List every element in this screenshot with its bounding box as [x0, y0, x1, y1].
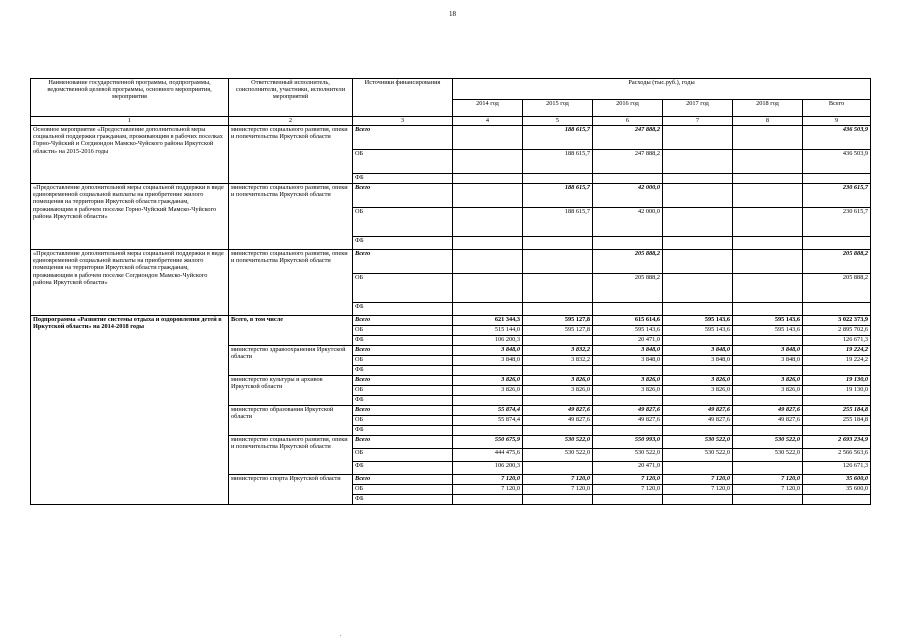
executor-name: министерство образования Иркутской области	[229, 406, 353, 436]
value-cell	[523, 274, 593, 303]
col-number: 8	[733, 117, 803, 126]
value-cell: 550 675,9	[453, 436, 523, 449]
value-cell	[453, 274, 523, 303]
col-number: 7	[663, 117, 733, 126]
value-cell: 35 600,0	[803, 485, 871, 495]
value-cell	[663, 366, 733, 376]
value-cell: 3 848,0	[663, 356, 733, 366]
value-cell	[523, 462, 593, 475]
value-cell	[453, 250, 523, 274]
value-cell: 20 471,0	[593, 336, 663, 346]
measure-name: Основное мероприятие «Предоставление дополнительной меры социальной поддержки гражданам, проживающим в рабочих поселках Горно-Чуйский и Согдиондон Мамско-Чуйского района Иркутской области» на 2015-2016 годы	[31, 126, 229, 184]
value-cell	[523, 250, 593, 274]
value-cell	[593, 237, 663, 250]
value-cell: 3 848,0	[663, 346, 733, 356]
source-cell: Всего	[353, 475, 453, 485]
value-cell	[663, 250, 733, 274]
table-row	[31, 184, 871, 208]
value-cell: 530 522,0	[733, 449, 803, 462]
value-cell: 595 143,6	[593, 326, 663, 336]
col-number: 1	[31, 117, 229, 126]
value-cell: 3 826,0	[523, 376, 593, 386]
table-row	[31, 126, 871, 150]
value-cell	[733, 303, 803, 316]
source-cell: Всего	[353, 406, 453, 416]
value-cell	[523, 366, 593, 376]
header-year: 2016 год	[593, 100, 663, 117]
value-cell: 3 848,0	[593, 346, 663, 356]
col-number: 3	[353, 117, 453, 126]
source-cell: ОБ	[353, 416, 453, 426]
value-cell	[523, 237, 593, 250]
value-cell: 49 827,6	[733, 406, 803, 416]
value-cell	[733, 174, 803, 184]
value-cell: 55 874,4	[453, 406, 523, 416]
value-cell: 7 120,0	[523, 485, 593, 495]
value-cell: 126 671,3	[803, 462, 871, 475]
value-cell: 595 143,6	[663, 316, 733, 326]
source-cell: ФБ	[353, 426, 453, 436]
value-cell: 530 522,0	[663, 436, 733, 449]
value-cell: 595 143,6	[663, 326, 733, 336]
value-cell: 3 848,0	[453, 346, 523, 356]
value-cell: 7 120,0	[453, 475, 523, 485]
value-cell: 530 522,0	[733, 436, 803, 449]
value-cell	[733, 274, 803, 303]
header-name: Наименование государственной программы, подпрограммы, ведомственной целевой программы, основного мероприятия, мероприятия	[31, 79, 229, 117]
value-cell: 7 120,0	[593, 485, 663, 495]
value-cell: 7 120,0	[593, 475, 663, 485]
page-number: 18	[449, 10, 456, 18]
value-cell: 436 503,9	[803, 126, 871, 150]
executor-name: министерство социального развития, опеки и попечительства Иркутской области	[229, 126, 353, 184]
value-cell: 436 503,9	[803, 150, 871, 174]
executor-name: министерство социального развития, опеки и попечительства Иркутской области	[229, 184, 353, 250]
value-cell	[453, 237, 523, 250]
value-cell: 49 827,6	[523, 416, 593, 426]
value-cell: 7 120,0	[733, 485, 803, 495]
value-cell: 515 144,0	[453, 326, 523, 336]
value-cell: 205 888,2	[803, 274, 871, 303]
value-cell: 205 888,2	[803, 250, 871, 274]
value-cell	[663, 208, 733, 237]
value-cell: 19 224,2	[803, 346, 871, 356]
value-cell	[803, 237, 871, 250]
value-cell	[523, 495, 593, 505]
value-cell: 188 615,7	[523, 126, 593, 150]
value-cell	[453, 126, 523, 150]
executor-name: министерство здравоохранения Иркутской области	[229, 346, 353, 376]
value-cell: 3 826,0	[453, 376, 523, 386]
value-cell: 247 888,2	[593, 150, 663, 174]
value-cell	[663, 237, 733, 250]
source-cell: Всего	[353, 316, 453, 326]
value-cell: 255 184,8	[803, 406, 871, 416]
bottom-mark: .	[340, 632, 342, 638]
value-cell: 7 120,0	[733, 475, 803, 485]
source-cell: ОБ	[353, 485, 453, 495]
value-cell	[733, 495, 803, 505]
value-cell: 35 600,0	[803, 475, 871, 485]
value-cell	[663, 426, 733, 436]
value-cell: 530 522,0	[523, 449, 593, 462]
value-cell	[733, 462, 803, 475]
value-cell: 621 344,3	[453, 316, 523, 326]
value-cell	[733, 336, 803, 346]
value-cell	[593, 303, 663, 316]
value-cell: 7 120,0	[523, 475, 593, 485]
value-cell: 3 022 373,9	[803, 316, 871, 326]
value-cell: 7 120,0	[453, 485, 523, 495]
value-cell	[733, 426, 803, 436]
value-cell: 19 130,0	[803, 386, 871, 396]
value-cell: 49 827,6	[663, 406, 733, 416]
value-cell: 530 522,0	[523, 436, 593, 449]
value-cell: 595 143,6	[733, 326, 803, 336]
value-cell: 49 827,6	[523, 406, 593, 416]
value-cell: 188 615,7	[523, 208, 593, 237]
value-cell: 615 614,6	[593, 316, 663, 326]
value-cell	[593, 495, 663, 505]
measure-name: «Предоставление дополнительной меры социальной поддержки в виде единовременной социальной выплаты на приобретение жилого помещения на территории Иркутской области гражданам, проживающим в рабочем поселке Горно-Чуйский Мамско-Чуйского района Иркутской области»	[31, 184, 229, 250]
value-cell: 3 848,0	[453, 356, 523, 366]
executor-name: министерство социального развития, опеки и попечительства Иркутской области	[229, 436, 353, 475]
value-cell	[733, 126, 803, 150]
executor-name: министерство спорта Иркутской области	[229, 475, 353, 505]
value-cell	[733, 237, 803, 250]
source-cell: Всего	[353, 346, 453, 356]
header-year: 2014 год	[453, 100, 523, 117]
value-cell: 247 888,2	[593, 126, 663, 150]
value-cell	[733, 366, 803, 376]
value-cell	[733, 184, 803, 208]
header-year: 2018 год	[733, 100, 803, 117]
value-cell: 49 827,6	[593, 416, 663, 426]
source-cell: ФБ	[353, 237, 453, 250]
source-cell: ОБ	[353, 386, 453, 396]
header-source: Источники финансирования	[353, 79, 453, 117]
value-cell	[733, 208, 803, 237]
value-cell: 205 888,2	[593, 250, 663, 274]
value-cell: 49 827,6	[663, 416, 733, 426]
value-cell: 7 120,0	[663, 485, 733, 495]
col-number: 9	[803, 117, 871, 126]
value-cell	[663, 150, 733, 174]
value-cell	[663, 303, 733, 316]
value-cell: 595 127,8	[523, 316, 593, 326]
value-cell: 230 615,7	[803, 184, 871, 208]
value-cell: 2 693 234,9	[803, 436, 871, 449]
value-cell: 3 848,0	[733, 356, 803, 366]
value-cell: 530 522,0	[593, 449, 663, 462]
source-cell: ОБ	[353, 356, 453, 366]
value-cell	[453, 184, 523, 208]
value-cell	[663, 462, 733, 475]
value-cell: 106 200,3	[453, 336, 523, 346]
source-cell: Всего	[353, 126, 453, 150]
value-cell: 205 888,2	[593, 274, 663, 303]
source-cell: ФБ	[353, 366, 453, 376]
value-cell: 3 832,2	[523, 356, 593, 366]
value-cell: 2 566 563,6	[803, 449, 871, 462]
col-number: 4	[453, 117, 523, 126]
value-cell: 42 000,0	[593, 208, 663, 237]
value-cell: 19 130,0	[803, 376, 871, 386]
source-cell: Всего	[353, 376, 453, 386]
value-cell	[453, 303, 523, 316]
header-exec: Ответственный исполнитель, соисполнители, участники, исполнители мероприятий	[229, 79, 353, 117]
value-cell: 550 993,0	[593, 436, 663, 449]
value-cell	[803, 303, 871, 316]
value-cell	[803, 396, 871, 406]
executor-name: Всего, в том числе	[229, 316, 353, 346]
value-cell	[453, 174, 523, 184]
value-cell	[593, 396, 663, 406]
value-cell	[663, 174, 733, 184]
source-cell: ОБ	[353, 274, 453, 303]
value-cell: 530 522,0	[663, 449, 733, 462]
header-row-1	[31, 79, 871, 100]
source-cell: Всего	[353, 436, 453, 449]
value-cell: 3 826,0	[663, 386, 733, 396]
expenses-table	[30, 78, 871, 505]
value-cell: 3 826,0	[733, 386, 803, 396]
measure-name: «Предоставление дополнительной меры социальной поддержки в виде единовременной социальной выплаты на приобретение жилого помещения на территории Иркутской области гражданам, проживающим в рабочем поселке Согдиондон Мамско-Чуйского района Иркутской области»	[31, 250, 229, 316]
source-cell: ФБ	[353, 462, 453, 475]
value-cell: 106 200,3	[453, 462, 523, 475]
source-cell: ФБ	[353, 174, 453, 184]
value-cell: 188 615,7	[523, 150, 593, 174]
value-cell: 3 826,0	[523, 386, 593, 396]
value-cell	[523, 174, 593, 184]
value-cell	[453, 208, 523, 237]
source-cell: ОБ	[353, 449, 453, 462]
value-cell: 188 615,7	[523, 184, 593, 208]
source-cell: ФБ	[353, 495, 453, 505]
value-cell	[523, 426, 593, 436]
value-cell	[523, 336, 593, 346]
value-cell	[803, 426, 871, 436]
value-cell	[733, 396, 803, 406]
value-cell	[523, 303, 593, 316]
col-number: 2	[229, 117, 353, 126]
value-cell	[453, 366, 523, 376]
value-cell: 3 826,0	[593, 386, 663, 396]
col-number: 5	[523, 117, 593, 126]
value-cell	[663, 495, 733, 505]
value-cell: 3 848,0	[593, 356, 663, 366]
value-cell	[453, 396, 523, 406]
value-cell	[663, 126, 733, 150]
table-row	[31, 250, 871, 274]
col-number: 6	[593, 117, 663, 126]
value-cell	[663, 184, 733, 208]
value-cell: 3 848,0	[733, 346, 803, 356]
value-cell	[663, 396, 733, 406]
value-cell: 20 471,0	[593, 462, 663, 475]
value-cell	[453, 495, 523, 505]
value-cell: 595 143,6	[733, 316, 803, 326]
value-cell	[733, 150, 803, 174]
value-cell: 595 127,8	[523, 326, 593, 336]
value-cell	[453, 426, 523, 436]
executor-name: министерство социального развития, опеки и попечительства Иркутской области	[229, 250, 353, 316]
value-cell: 19 224,2	[803, 356, 871, 366]
source-cell: ФБ	[353, 336, 453, 346]
value-cell	[663, 336, 733, 346]
value-cell: 255 184,8	[803, 416, 871, 426]
value-cell: 230 615,7	[803, 208, 871, 237]
value-cell	[803, 174, 871, 184]
source-cell: Всего	[353, 250, 453, 274]
value-cell	[803, 495, 871, 505]
source-cell: ОБ	[353, 150, 453, 174]
value-cell: 7 120,0	[663, 475, 733, 485]
value-cell	[663, 274, 733, 303]
value-cell: 444 475,6	[453, 449, 523, 462]
header-year: 2017 год	[663, 100, 733, 117]
value-cell: 42 000,0	[593, 184, 663, 208]
value-cell: 3 826,0	[733, 376, 803, 386]
value-cell	[803, 366, 871, 376]
source-cell: ФБ	[353, 303, 453, 316]
value-cell	[593, 366, 663, 376]
value-cell: 3 826,0	[593, 376, 663, 386]
subprogram-name: Подпрограмма «Развитие системы отдыха и оздоровления детей в Иркутской области» на 2014-2018 годы	[31, 316, 229, 505]
value-cell	[593, 174, 663, 184]
source-cell: ОБ	[353, 208, 453, 237]
header-expenses: Расходы (тыс.руб.), годы	[453, 79, 871, 100]
value-cell: 126 671,3	[803, 336, 871, 346]
value-cell: 49 827,6	[593, 406, 663, 416]
value-cell	[453, 150, 523, 174]
source-cell: ФБ	[353, 396, 453, 406]
value-cell: 55 874,4	[453, 416, 523, 426]
header-year: 2015 год	[523, 100, 593, 117]
table-row	[31, 316, 871, 326]
header-year: Всего	[803, 100, 871, 117]
value-cell	[523, 396, 593, 406]
source-cell: Всего	[353, 184, 453, 208]
source-cell: ОБ	[353, 326, 453, 336]
value-cell: 2 895 702,6	[803, 326, 871, 336]
column-numbers-row	[31, 117, 871, 126]
value-cell: 3 832,2	[523, 346, 593, 356]
executor-name: министерство культуры и архивов Иркутской области	[229, 376, 353, 406]
value-cell	[593, 426, 663, 436]
value-cell: 49 827,6	[733, 416, 803, 426]
value-cell	[733, 250, 803, 274]
value-cell: 3 826,0	[453, 386, 523, 396]
value-cell: 3 826,0	[663, 376, 733, 386]
